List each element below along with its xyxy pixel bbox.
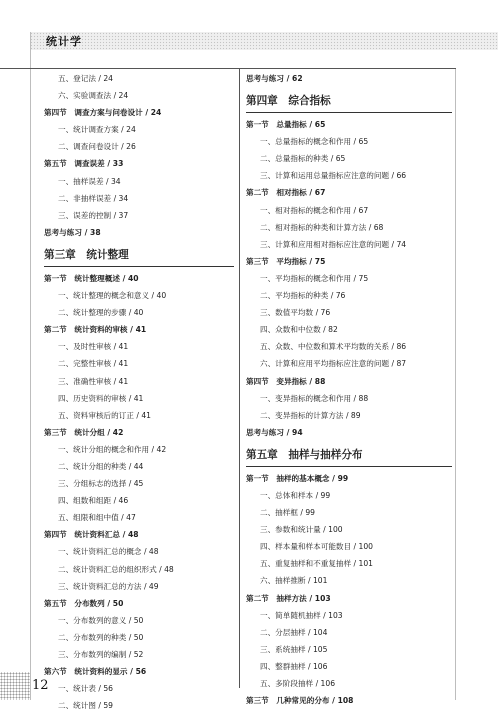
toc-chapter: 第三章 统计整理 bbox=[44, 244, 234, 267]
toc-sub: 二、相对指标的种类和计算方法 / 68 bbox=[260, 222, 384, 232]
toc-sub: 六、计算和应用平均指标应注意的问题 / 87 bbox=[260, 359, 407, 369]
page-number: 12 bbox=[32, 678, 49, 693]
toc-section: 第二节 抽样方法 / 103 bbox=[246, 593, 331, 603]
toc-section: 第四节 变异指标 / 88 bbox=[246, 376, 326, 386]
toc-sub: 二、总量指标的种类 / 65 bbox=[260, 154, 346, 164]
toc-sub: 二、统计资料汇总的组织形式 / 48 bbox=[58, 564, 174, 574]
toc-sub: 二、统计分组的种类 / 44 bbox=[58, 461, 144, 471]
toc-sub: 二、分层抽样 / 104 bbox=[260, 627, 328, 637]
toc-section: 第二节 统计资料的审核 / 41 bbox=[44, 325, 147, 335]
toc-sub: 一、变异指标的概念和作用 / 88 bbox=[260, 393, 369, 403]
toc-section: 第三节 几种常见的分布 / 108 bbox=[246, 696, 354, 706]
toc-sub: 五、组限和组中值 / 47 bbox=[58, 513, 136, 523]
toc-section: 第一节 统计整理概述 / 40 bbox=[44, 273, 139, 283]
toc-plain: 思考与练习 / 62 bbox=[246, 74, 303, 83]
toc-sub: 四、历史资料的审核 / 41 bbox=[58, 393, 144, 403]
header-pattern-bar bbox=[30, 32, 498, 50]
left-margin-line bbox=[30, 32, 31, 700]
toc-sub: 二、平均指标的种类 / 76 bbox=[260, 291, 346, 301]
toc-sub: 三、数值平均数 / 76 bbox=[260, 308, 331, 318]
toc-sub: 一、统计调查方案 / 24 bbox=[58, 125, 136, 135]
toc-sub: 一、抽样误差 / 34 bbox=[58, 176, 121, 186]
toc-sub: 二、调查问卷设计 / 26 bbox=[58, 142, 136, 152]
toc-sub: 一、统计整理的概念和意义 / 40 bbox=[58, 291, 167, 301]
toc-sub: 一、统计分组的概念和作用 / 42 bbox=[58, 444, 167, 454]
toc-sub: 一、平均指标的概念和作用 / 75 bbox=[260, 273, 369, 283]
toc-sub: 二、统计整理的步骤 / 40 bbox=[58, 308, 144, 318]
toc-sub: 一、总量指标的概念和作用 / 65 bbox=[260, 137, 369, 147]
toc-sub: 三、分组标志的选择 / 45 bbox=[58, 479, 144, 489]
page-header bbox=[0, 0, 498, 52]
toc-sub: 三、参数和统计量 / 100 bbox=[260, 525, 343, 535]
toc-sub: 五、资料审核后的订正 / 41 bbox=[58, 410, 151, 420]
toc-plain: 思考与练习 / 38 bbox=[44, 227, 101, 237]
column-divider bbox=[239, 68, 240, 688]
toc-section: 第五节 调查误差 / 33 bbox=[44, 159, 124, 169]
toc-section: 第六节 统计资料的显示 / 56 bbox=[44, 667, 147, 677]
toc-section: 第一节 抽样的基本概念 / 99 bbox=[246, 473, 349, 483]
toc-plain: 思考与练习 / 94 bbox=[246, 427, 303, 437]
toc-sub: 二、分布数列的种类 / 50 bbox=[58, 632, 144, 642]
toc-sub: 五、多阶段抽样 / 106 bbox=[260, 679, 336, 688]
toc-sub: 二、抽样框 / 99 bbox=[260, 508, 316, 518]
toc-sub: 五、登记法 / 24 bbox=[58, 74, 114, 83]
toc-sub: 五、重复抽样和不重复抽样 / 101 bbox=[260, 559, 374, 569]
toc-right-column bbox=[246, 70, 452, 709]
toc-sub: 五、众数、中位数和算术平均数的关系 / 86 bbox=[260, 342, 407, 352]
toc-sub: 二、完整性审核 / 41 bbox=[58, 359, 129, 369]
toc-section: 第一节 总量指标 / 65 bbox=[246, 120, 326, 130]
toc-section: 第三节 统计分组 / 42 bbox=[44, 427, 124, 437]
toc-sub: 三、误差的控制 / 37 bbox=[58, 210, 129, 220]
toc-section: 第五节 分布数列 / 50 bbox=[44, 598, 124, 608]
toc-sub: 三、计算和应用相对指标应注意的问题 / 74 bbox=[260, 239, 407, 249]
toc-sub: 一、相对指标的概念和作用 / 67 bbox=[260, 205, 369, 215]
right-margin-line bbox=[455, 68, 456, 700]
top-rule bbox=[0, 68, 456, 69]
toc-section: 第二节 相对指标 / 67 bbox=[246, 188, 326, 198]
toc-sub: 三、系统抽样 / 105 bbox=[260, 644, 328, 654]
footer-pattern bbox=[0, 672, 30, 700]
toc-chapter: 第四章 综合指标 bbox=[246, 90, 452, 113]
toc-sub: 一、统计表 / 56 bbox=[58, 684, 114, 694]
toc-sub: 一、统计资料汇总的概念 / 48 bbox=[58, 547, 159, 557]
toc-section: 第四节 统计资料汇总 / 48 bbox=[44, 530, 139, 540]
toc-left-column bbox=[44, 70, 234, 714]
toc-sub: 一、及时性审核 / 41 bbox=[58, 342, 129, 352]
toc-sub: 二、变异指标的计算方法 / 89 bbox=[260, 410, 361, 420]
toc-sub: 四、众数和中位数 / 82 bbox=[260, 325, 338, 335]
toc-sub: 六、实验调查法 / 24 bbox=[58, 91, 129, 101]
toc-section: 第三节 平均指标 / 75 bbox=[246, 256, 326, 266]
toc-section: 第四节 调查方案与问卷设计 / 24 bbox=[44, 108, 162, 118]
page-footer bbox=[0, 672, 498, 700]
toc-sub: 一、分布数列的意义 / 50 bbox=[58, 615, 144, 625]
toc-chapter: 第五章 抽样与抽样分布 bbox=[246, 444, 452, 467]
book-title: 统计学 bbox=[46, 35, 82, 48]
toc-sub: 一、简单随机抽样 / 103 bbox=[260, 610, 343, 620]
toc-sub: 三、统计资料汇总的方法 / 49 bbox=[58, 581, 159, 591]
toc-sub: 四、组数和组距 / 46 bbox=[58, 496, 129, 506]
toc-sub: 六、抽样推断 / 101 bbox=[260, 576, 328, 586]
toc-sub: 二、统计图 / 59 bbox=[58, 701, 114, 711]
toc-sub: 四、样本量和样本可能数目 / 100 bbox=[260, 542, 374, 552]
toc-sub: 三、准确性审核 / 41 bbox=[58, 376, 129, 386]
toc-sub: 三、分布数列的编制 / 52 bbox=[58, 650, 144, 659]
toc-sub: 三、计算和运用总量指标应注意的问题 / 66 bbox=[260, 171, 407, 181]
toc-sub: 二、非抽样误差 / 34 bbox=[58, 193, 129, 203]
toc-sub: 一、总体和样本 / 99 bbox=[260, 490, 331, 500]
toc-sub: 四、整群抽样 / 106 bbox=[260, 661, 328, 671]
